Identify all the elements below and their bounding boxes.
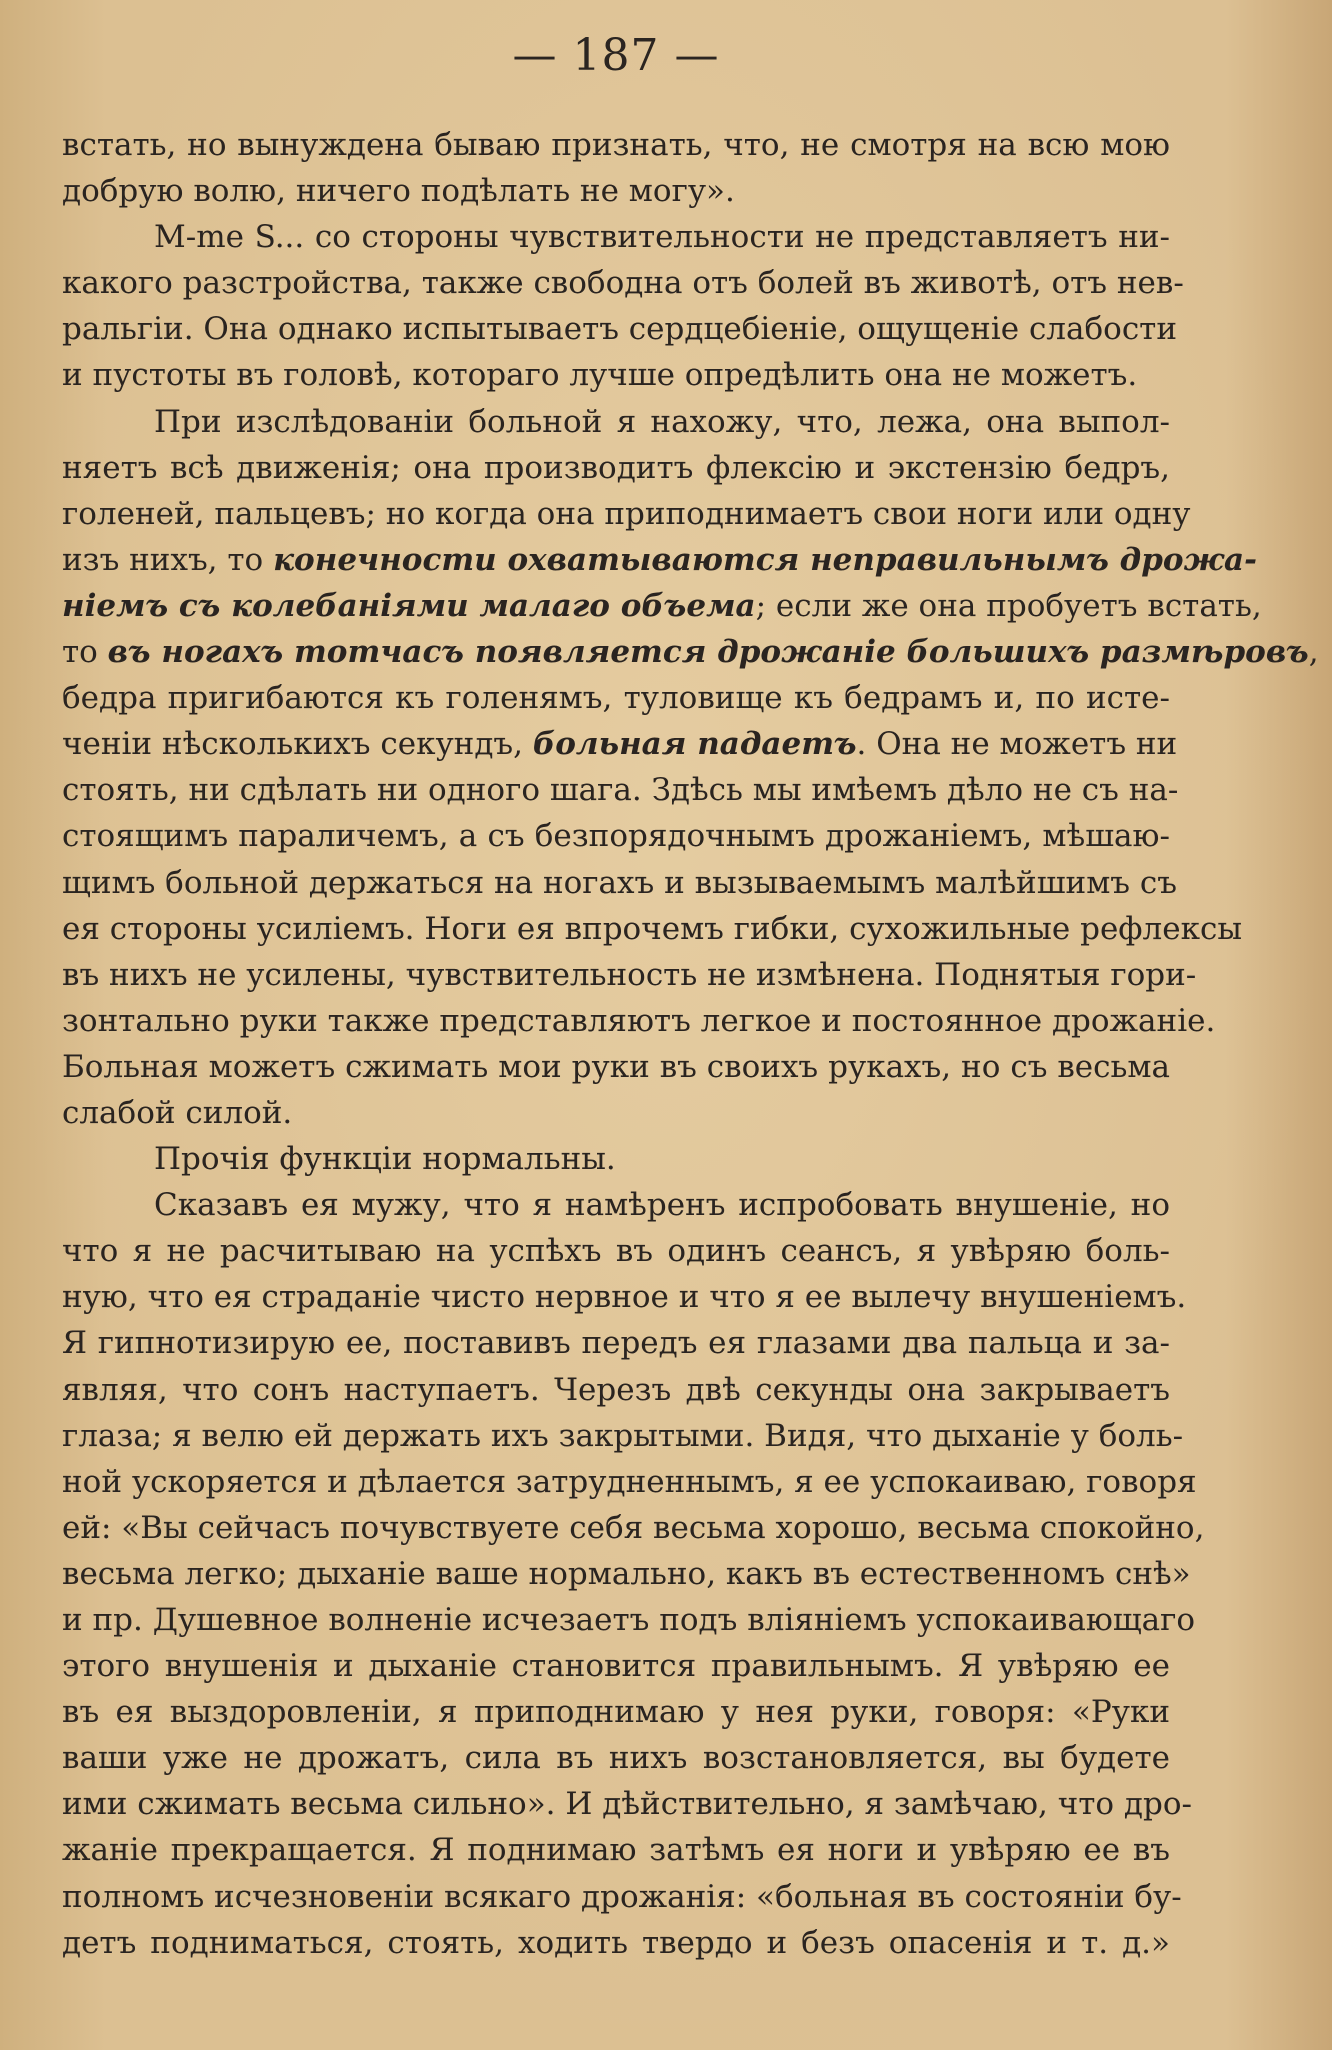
text-line xyxy=(62,1413,1184,1459)
text-line xyxy=(62,399,1170,445)
text-span: ченіи нѣсколькихъ секундъ, xyxy=(62,726,533,763)
text-span: Я гипнотизирую ее, поставивъ передъ ея глазами два пальца и за- xyxy=(62,1325,1170,1362)
text-line xyxy=(62,1228,1170,1274)
text-line xyxy=(62,352,1170,398)
text-span: ной ускоряется и дѣлается затрудненнымъ, я ее успокаиваю, говоря xyxy=(62,1463,1197,1500)
text-span: въ нихъ не усилены, чувствительность не измѣнена. Поднятыя гори- xyxy=(62,956,1197,993)
text-span: Сказавъ ея мужу, что я намѣренъ испробовать внушеніе, но xyxy=(154,1187,1170,1224)
text-span: и пр. Душевное волненіе исчезаетъ подъ вліяніемъ успокаивающаго xyxy=(62,1602,1196,1638)
text-line xyxy=(62,906,1242,952)
text-span: жаніе прекращается. Я поднимаю затѣмъ ея ноги и увѣряю ее въ xyxy=(62,1832,1170,1869)
text-line xyxy=(62,1827,1170,1873)
text-span: зонтально руки также представляютъ легкое и постоянное дрожаніе. xyxy=(62,1002,1216,1039)
text-line xyxy=(62,952,1197,998)
text-line xyxy=(62,260,1184,306)
text-span: ей: «Вы сейчасъ почувствуете себя весьма хорошо, весьма спокойно, xyxy=(62,1509,1205,1546)
text-line xyxy=(62,721,1178,767)
text-line xyxy=(62,214,1170,260)
text-line xyxy=(62,767,1179,813)
text-line xyxy=(62,1505,1205,1551)
text-span: весьма легко; дыханіе ваше нормально, какъ въ естественномъ снѣ» xyxy=(62,1555,1191,1592)
text-line xyxy=(62,306,1177,352)
text-line xyxy=(62,629,1319,675)
text-span: глаза; я велю ей держать ихъ закрытыми. Видя, что дыханіе у боль- xyxy=(62,1417,1184,1454)
text-span: изъ нихъ, то xyxy=(62,541,274,578)
text-line xyxy=(62,168,1170,214)
text-span: этого внушенія и дыханіе становится правильнымъ. Я увѣряю ее xyxy=(62,1648,1170,1685)
text-span: какого разстройства, также свободна отъ болей въ животѣ, отъ нев- xyxy=(62,265,1184,302)
text-line xyxy=(62,445,1170,491)
text-span: детъ подниматься, стоять, ходить твердо и безъ опасенія и т. д.» xyxy=(62,1924,1170,1961)
text-span: ; если же она пробуетъ встать, xyxy=(755,587,1262,624)
italic-text: ніемъ съ колебаніями малаго объема xyxy=(62,587,756,624)
text-line xyxy=(62,1781,1192,1827)
text-span: полномъ исчезновеніи всякаго дрожанія: «больная въ состояніи бу- xyxy=(62,1878,1182,1915)
text-line xyxy=(62,1274,1187,1320)
text-line xyxy=(62,537,1258,583)
text-line xyxy=(62,860,1177,906)
text-line xyxy=(62,1090,1170,1136)
text-span: бедра пригибаются къ голенямъ, туловище къ бедрамъ и, по исте- xyxy=(62,680,1170,717)
text-span: ея стороны усиліемъ. Ноги ея впрочемъ гибки, сухожильные рефлексы xyxy=(62,910,1242,947)
text-span: то xyxy=(62,634,108,671)
text-span: и пустоты въ головѣ, котораго лучше опредѣлить она не можетъ. xyxy=(62,357,1138,394)
text-line xyxy=(62,1920,1170,1966)
text-line xyxy=(62,122,1170,168)
text-line xyxy=(62,998,1216,1044)
text-span: ими сжимать весьма сильно». И дѣйствительно, я замѣчаю, что дро- xyxy=(62,1786,1192,1823)
text-line xyxy=(62,1689,1170,1735)
text-line xyxy=(62,813,1170,859)
text-span: ную, что ея страданіе чисто нервное и что я ее вылечу внушеніемъ. xyxy=(62,1279,1187,1316)
text-span: ваши уже не дрожатъ, сила въ нихъ возстановляется, вы будете xyxy=(62,1740,1170,1777)
text-span: Больная можетъ сжимать мои руки въ своихъ рукахъ, но съ весьма xyxy=(62,1048,1170,1085)
body-text xyxy=(62,122,1319,1966)
text-span: . Она не можетъ ни xyxy=(856,726,1178,763)
text-line xyxy=(62,1643,1170,1689)
text-span: встать, но вынуждена бываю признать, что, не смотря на всю мою xyxy=(62,127,1170,163)
text-line xyxy=(62,1735,1170,1781)
text-span: являя, что сонъ наступаетъ. Черезъ двѣ секунды она закрываетъ xyxy=(62,1371,1170,1408)
italic-text: конечности охватываются неправильнымъ дрожа- xyxy=(273,541,1258,578)
text-span: что я не расчитываю на успѣхъ въ одинъ сеансъ, я увѣряю боль- xyxy=(62,1233,1170,1270)
text-span: добрую волю, ничего подѣлать не могу». xyxy=(62,173,735,210)
text-span: щимъ больной держаться на ногахъ и вызываемымъ малѣйшимъ съ xyxy=(62,864,1177,901)
italic-text: больная падаетъ xyxy=(532,726,857,763)
text-line xyxy=(62,1044,1170,1090)
text-span: стоять, ни сдѣлать ни одного шага. Здѣсь мы имѣемъ дѣло не съ на- xyxy=(62,772,1179,809)
text-span: При изслѣдованіи больной я нахожу, что, лежа, она выпол- xyxy=(154,403,1170,440)
text-span: голеней, пальцевъ; но когда она приподнимаетъ свои ноги или одну xyxy=(62,495,1191,532)
text-line xyxy=(62,1182,1170,1228)
text-line xyxy=(62,1597,1196,1643)
text-span: слабой силой. xyxy=(62,1094,293,1131)
page-number: — 187 — xyxy=(512,30,720,81)
text-line xyxy=(62,1320,1170,1366)
text-span: Прочія функціи нормальны. xyxy=(154,1141,616,1178)
text-line xyxy=(62,1551,1191,1597)
text-line xyxy=(62,491,1191,537)
text-line xyxy=(62,1367,1170,1413)
text-line xyxy=(62,1136,1170,1182)
text-line xyxy=(62,1459,1197,1505)
text-line xyxy=(62,1874,1182,1920)
text-span: въ ея выздоровленіи, я приподнимаю у нея руки, говоря: «Руки xyxy=(62,1694,1170,1731)
text-span: стоящимъ параличемъ, а съ безпорядочнымъ дрожаніемъ, мѣшаю- xyxy=(62,818,1170,855)
text-line xyxy=(62,675,1170,721)
text-span: , xyxy=(1308,634,1319,671)
text-span: ральгіи. Она однако испытываетъ сердцебіеніе, ощущеніе слабости xyxy=(62,311,1177,348)
text-span: M-me S... со стороны чувствительности не представляетъ ни- xyxy=(154,219,1170,256)
italic-text: въ ногахъ тотчасъ появляется дрожаніе большихъ размѣровъ xyxy=(107,634,1309,671)
text-line xyxy=(62,583,1262,629)
text-span: няетъ всѣ движенія; она производитъ флексію и экстензію бедръ, xyxy=(62,449,1170,486)
